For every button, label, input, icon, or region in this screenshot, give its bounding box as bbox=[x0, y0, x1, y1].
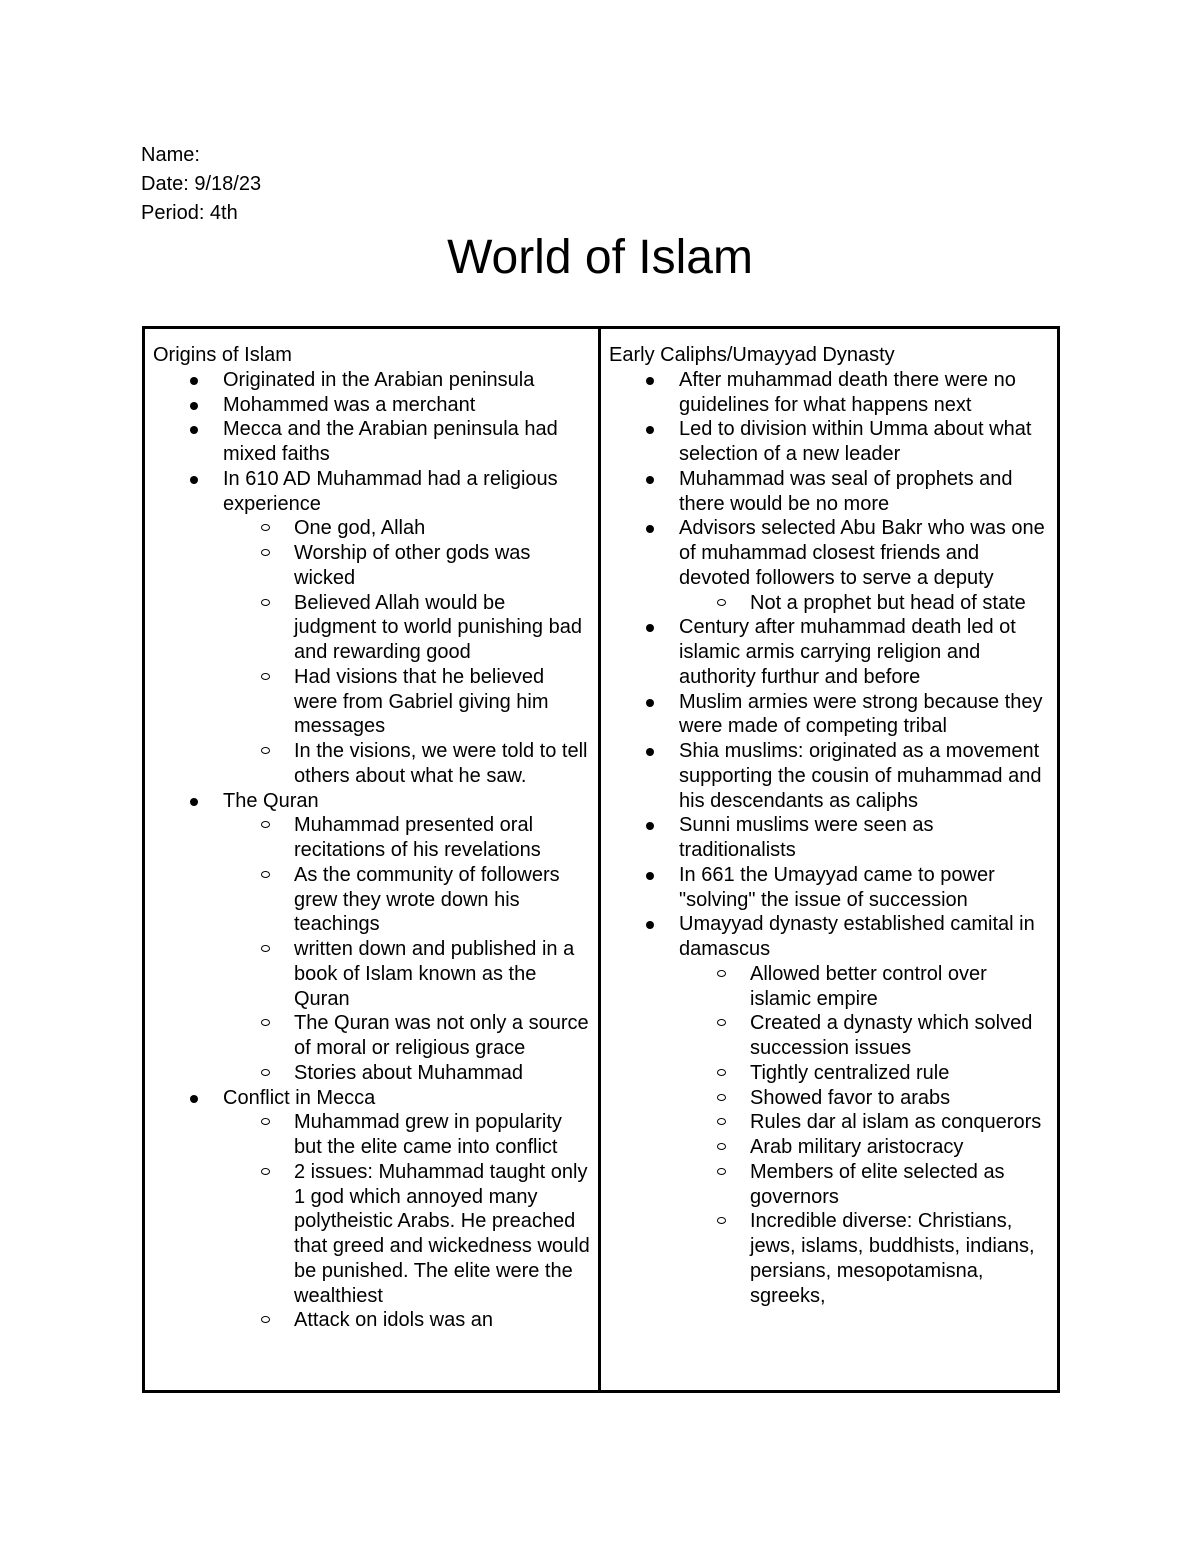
right-column bbox=[601, 329, 1057, 1390]
sub-bullet-item: As the community of followers grew they wrote down his teachings bbox=[294, 863, 592, 937]
left-column bbox=[145, 329, 601, 1390]
sub-bullet-item: In the visions, we were told to tell others about what he saw. bbox=[294, 739, 592, 789]
bullet-item bbox=[679, 467, 1051, 517]
sub-bullet-item: Had visions that he believed were from Gabriel giving him messages bbox=[294, 665, 592, 739]
sub-bullet-list bbox=[679, 962, 1051, 1309]
bullet-item bbox=[679, 912, 1051, 1308]
sub-bullet-item: Not a prophet but head of state bbox=[750, 591, 1051, 616]
bullet-item bbox=[679, 417, 1051, 467]
bullet-text: In 661 the Umayyad came to power "solving" the issue of succession bbox=[679, 863, 995, 911]
bullet-text: Umayyad dynasty established camital in damascus bbox=[679, 913, 1035, 960]
bullet-item bbox=[679, 368, 1051, 418]
bullet-text: In 610 AD Muhammad had a religious experience bbox=[223, 467, 558, 515]
sub-bullet-item: Muhammad presented oral recitations of his revelations bbox=[294, 813, 592, 863]
bullet-item bbox=[679, 615, 1051, 689]
date-line: Date: 9/18/23 bbox=[141, 173, 262, 195]
bullet-text: Mecca and the Arabian peninsula had mixed faiths bbox=[223, 418, 558, 465]
period-line: Period: 4th bbox=[141, 202, 238, 224]
student-info bbox=[141, 141, 261, 228]
bullet-item bbox=[223, 393, 592, 418]
bullet-item bbox=[679, 813, 1051, 863]
name-line: Name: bbox=[141, 144, 200, 166]
sub-bullet-item: Stories about Muhammad bbox=[294, 1061, 592, 1086]
right-bullet-list bbox=[609, 368, 1051, 1309]
bullet-text: Conflict in Mecca bbox=[223, 1086, 376, 1109]
bullet-text: Originated in the Arabian peninsula bbox=[223, 368, 535, 391]
bullet-item bbox=[223, 368, 592, 393]
left-bullet-list bbox=[153, 368, 592, 1333]
page-title: World of Islam bbox=[447, 231, 753, 284]
sub-bullet-item: Tightly centralized rule bbox=[750, 1061, 1051, 1086]
bullet-item bbox=[679, 516, 1051, 615]
bullet-item bbox=[679, 863, 1051, 913]
bullet-item bbox=[223, 417, 592, 467]
bullet-item bbox=[679, 739, 1051, 813]
sub-bullet-item: Arab military aristocracy bbox=[750, 1135, 1051, 1160]
sub-bullet-item: The Quran was not only a source of moral or religious grace bbox=[294, 1011, 592, 1061]
left-column-heading: Origins of Islam bbox=[153, 344, 292, 366]
sub-bullet-item: Incredible diverse: Christians, jews, islams, buddhists, indians, persians, mesopotamisna, sgreeks, bbox=[750, 1209, 1051, 1308]
sub-bullet-item: 2 issues: Muhammad taught only 1 god which annoyed many polytheistic Arabs. He preached that greed and wickedness would be punished. The elite were the wealthiest bbox=[294, 1160, 592, 1309]
bullet-text: Led to division within Umma about what selection of a new leader bbox=[679, 418, 1032, 465]
sub-bullet-list bbox=[223, 1110, 592, 1333]
sub-bullet-item: One god, Allah bbox=[294, 516, 592, 541]
sub-bullet-list bbox=[679, 591, 1051, 616]
sub-bullet-item: Believed Allah would be judgment to world punishing bad and rewarding good bbox=[294, 591, 592, 665]
sub-bullet-item: Attack on idols was an bbox=[294, 1308, 592, 1333]
right-column-heading: Early Caliphs/Umayyad Dynasty bbox=[609, 344, 895, 366]
sub-bullet-item: Allowed better control over islamic empire bbox=[750, 962, 1051, 1012]
bullet-text: The Quran bbox=[223, 789, 319, 812]
sub-bullet-item: Showed favor to arabs bbox=[750, 1086, 1051, 1111]
bullet-text: Mohammed was a merchant bbox=[223, 393, 476, 416]
bullet-text: Sunni muslims were seen as traditionalists bbox=[679, 814, 934, 861]
sub-bullet-list bbox=[223, 813, 592, 1085]
bullet-text: After muhammad death there were no guidelines for what happens next bbox=[679, 368, 1016, 416]
sub-bullet-list bbox=[223, 516, 592, 788]
bullet-text: Muslim armies were strong because they were made of competing tribal bbox=[679, 690, 1043, 738]
sub-bullet-item: Members of elite selected as governors bbox=[750, 1160, 1051, 1210]
sub-bullet-item: Rules dar al islam as conquerors bbox=[750, 1110, 1051, 1135]
bullet-item bbox=[223, 789, 592, 1086]
sub-bullet-item: written down and published in a book of Islam known as the Quran bbox=[294, 937, 592, 1011]
bullet-text: Muhammad was seal of prophets and there would be no more bbox=[679, 467, 1013, 515]
bullet-item bbox=[223, 467, 592, 789]
bullet-text: Shia muslims: originated as a movement supporting the cousin of muhammad and his descendants as caliphs bbox=[679, 740, 1042, 812]
bullet-text: Advisors selected Abu Bakr who was one of muhammad closest friends and devoted followers to serve a deputy bbox=[679, 517, 1045, 589]
sub-bullet-item: Worship of other gods was wicked bbox=[294, 541, 592, 591]
bullet-item bbox=[679, 690, 1051, 740]
sub-bullet-item: Muhammad grew in popularity but the elite came into conflict bbox=[294, 1110, 592, 1160]
bullet-text: Century after muhammad death led ot islamic armis carrying religion and authority furthur and before bbox=[679, 616, 1016, 688]
bullet-item bbox=[223, 1086, 592, 1334]
sub-bullet-item: Created a dynasty which solved succession issues bbox=[750, 1011, 1051, 1061]
notes-table bbox=[142, 326, 1060, 1393]
